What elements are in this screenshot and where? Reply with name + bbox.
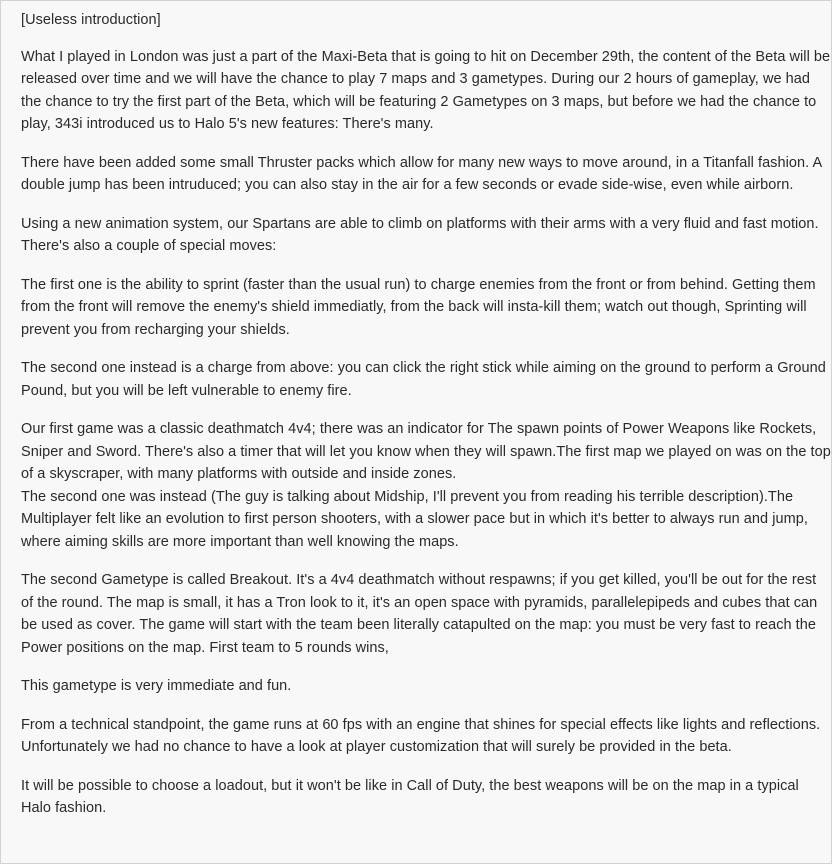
paragraph-thruster-packs: There have been added some small Thruster packs which allow for many new ways to move around, in a Titanfall fashion. A double jump has been intruduced; you can also stay in the air for a few seconds or evade side-wise, even while airborn. [21,154,822,193]
paragraph-first-game: Our first game was a classic deathmatch 4v4; there was an indicator for The spawn points of Power Weapons like Rockets, Sniper and Sword. There's also a timer that will let you know when they will spawn.The first map we played on was on the top of a skyscraper, with many platforms with outside and inside zones. [21,421,831,482]
paragraph-loadout: It will be possible to choose a loadout, but it won't be like in Call of Duty, the best weapons will be on the map in a typical Halo fashion. [21,777,799,816]
intro-heading: [Useless introduction] [21,12,161,28]
paragraph-immediate-fun: This gametype is very immediate and fun. [21,678,292,694]
paragraph-midship: The second one was instead (The guy is talking about Midship, I'll prevent you from reading his terrible description).The Multiplayer felt like an evolution to first person shooters, with a slower pace but in which it's better to always run and jump, where aiming skills are more important than well knowing the maps. [21,488,808,550]
paragraph-ground-pound: The second one instead is a charge from above: you can click the right stick while aiming on the ground to perform a Ground Pound, but you will be left vulnerable to enemy fire. [21,360,826,399]
paragraph-technical: From a technical standpoint, the game runs at 60 fps with an engine that shines for special effects like lights and reflections. Unfortunately we had no chance to have a look at player customization that will surely be provided in the beta. [21,716,821,755]
paragraph-animation-system: Using a new animation system, our Spartans are able to climb on platforms with their arms with a very fluid and fast motion. There's also a couple of special moves: [21,215,819,254]
paragraph-breakout: The second Gametype is called Breakout. It's a 4v4 deathmatch without respawns; if you get killed, you'll be out for the rest of the round. The map is small, it has a Tron look to it, it's an open space with pyramids, parallelepipeds and cubes that can be used as cover. The game will start with the team been literally catapulted on the map: you must be very fast to reach the Power positions on the map. First team to 5 rounds wins, [21,572,818,656]
paragraph-sprint-charge: The first one is the ability to sprint (faster than the usual run) to charge enemies from the front or from behind. Getting them from the front will remove the enemy's shield immediatly, from the back will insta-kill them; watch out though, Sprinting will prevent you from recharging your shields. [21,276,816,338]
paragraph-beta-overview: What I played in London was just a part of the Maxi-Beta that is going to hit on December 29th, the content of the Beta will be released over time and we will have the chance to play 7 maps and 3 gametypes. During our 2 hours of gameplay, we had the chance to try the first part of the Beta, which will be featuring 2 Gametypes on 3 maps, but before we had the chance to play, 343i introduced us to Halo 5's new features: There's many. [21,48,831,132]
